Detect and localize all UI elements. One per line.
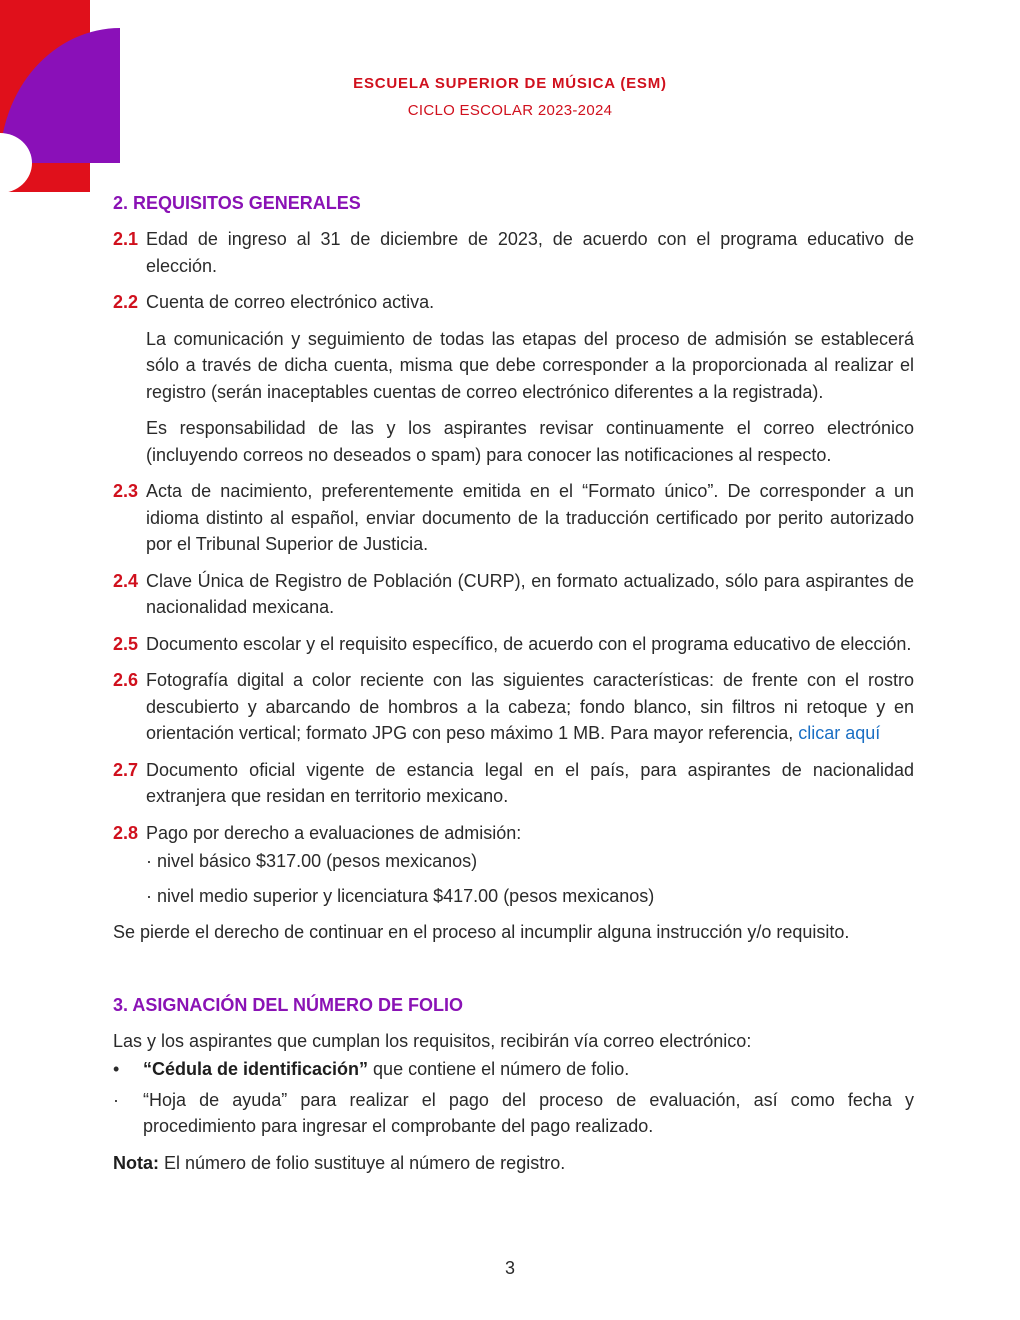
photo-reference-link[interactable]: clicar aquí xyxy=(798,723,881,743)
bullet-icon: · xyxy=(113,1089,119,1110)
section-3-title: 3. ASIGNACIÓN DEL NÚMERO DE FOLIO xyxy=(113,994,464,1015)
section-2-title: 2. REQUISITOS GENERALES xyxy=(113,193,361,213)
item-number: 2.2 xyxy=(113,292,139,312)
fee-upper: · nivel medio superior y licenciatura $417.00 (pesos mexicanos) xyxy=(146,885,655,906)
requirement-2-8 xyxy=(113,820,914,847)
section-3-intro: Las y los aspirantes que cumplan los requisitos, recibirán vía correo electrónico: xyxy=(113,1030,752,1051)
closing-statement: Se pierde el derecho de continuar en el proceso al incumplir alguna instrucción y/o requisito. xyxy=(113,922,850,942)
item-number: 2.5 xyxy=(113,633,139,654)
school-name: ESCUELA SUPERIOR DE MÚSICA (ESM) xyxy=(353,75,667,92)
requirement-2-4 xyxy=(113,568,914,621)
document-body xyxy=(113,190,914,1186)
item-number: 2.8 xyxy=(113,822,139,843)
fee-basic: · nivel básico $317.00 (pesos mexicanos) xyxy=(146,851,478,871)
item-number: 2.3 xyxy=(113,481,139,501)
requirement-2-5 xyxy=(113,631,914,658)
item-number: 2.7 xyxy=(113,759,139,780)
bullet-item xyxy=(113,1056,914,1083)
requirement-2-2-paragraph: Es responsabilidad de las y los aspirantes revisar continuamente el correo electrónico (incluyendo correos no deseados o spam) para conocer las notificaciones al respecto. xyxy=(146,418,914,465)
item-text: Edad de ingreso al 31 de diciembre de 2023, de acuerdo con el programa educativo de elección. xyxy=(146,229,914,276)
requirement-2-7 xyxy=(113,757,914,810)
requirement-2-3 xyxy=(113,478,914,558)
section-spacer xyxy=(113,956,914,992)
corner-decoration xyxy=(0,0,125,195)
note-text: El número de folio sustituye al número de registro. xyxy=(159,1152,566,1173)
item-text: Clave Única de Registro de Población (CURP), en formato actualizado, sólo para aspirantes de nacionalidad mexicana. xyxy=(146,570,914,617)
bullet-text: “Hoja de ayuda” para realizar el pago del proceso de evaluación, así como fecha y procedimiento para ingresar el comprobante del pago realizado. xyxy=(143,1089,914,1136)
requirement-2-2-paragraph: La comunicación y seguimiento de todas las etapas del proceso de admisión se establecerá sólo a través de dicha cuenta, misma que debe corresponder a la proporcionada al realizar el registro (serán inaceptables cuentas de correo electrónico diferentes a la registrada). xyxy=(146,328,914,402)
item-text: Acta de nacimiento, preferentemente emitida en el “Formato único”. De corresponder a un idioma distinto al español, enviar documento de la traducción certificado por perito autorizado por el Tribunal Superior de Justicia. xyxy=(146,481,914,554)
school-cycle: CICLO ESCOLAR 2023-2024 xyxy=(407,102,613,119)
item-text: Documento oficial vigente de estancia legal en el país, para aspirantes de nacionalidad extranjera que residan en territorio mexicano. xyxy=(146,759,914,806)
requirement-2-1 xyxy=(113,226,914,279)
item-number: 2.1 xyxy=(113,229,139,249)
bullet-item xyxy=(113,1087,914,1140)
bullet-bold: “Cédula de identificación” xyxy=(143,1059,369,1079)
item-text: Documento escolar y el requisito específico, de acuerdo con el programa educativo de elección. xyxy=(146,633,912,654)
item-number: 2.4 xyxy=(113,570,139,591)
item-text: Cuenta de correo electrónico activa. xyxy=(146,292,435,312)
note-label: Nota: xyxy=(113,1152,159,1173)
bullet-text: que contiene el número de folio. xyxy=(368,1059,630,1079)
page-number: 3 xyxy=(504,1258,515,1278)
requirement-2-6 xyxy=(113,667,914,747)
item-number: 2.6 xyxy=(113,670,139,690)
bullet-icon: • xyxy=(113,1059,120,1079)
item-text: Fotografía digital a color reciente con las siguientes características: de frente con el rostro descubierto y abarcando de hombros a la cabeza; fondo blanco, sin filtros ni retoque y en orientación vertical; formato JPG con peso máximo 1 MB. Para mayor referencia, xyxy=(146,670,914,743)
requirement-2-2 xyxy=(113,289,914,316)
item-text: Pago por derecho a evaluaciones de admisión: xyxy=(146,822,522,843)
note xyxy=(113,1150,914,1177)
